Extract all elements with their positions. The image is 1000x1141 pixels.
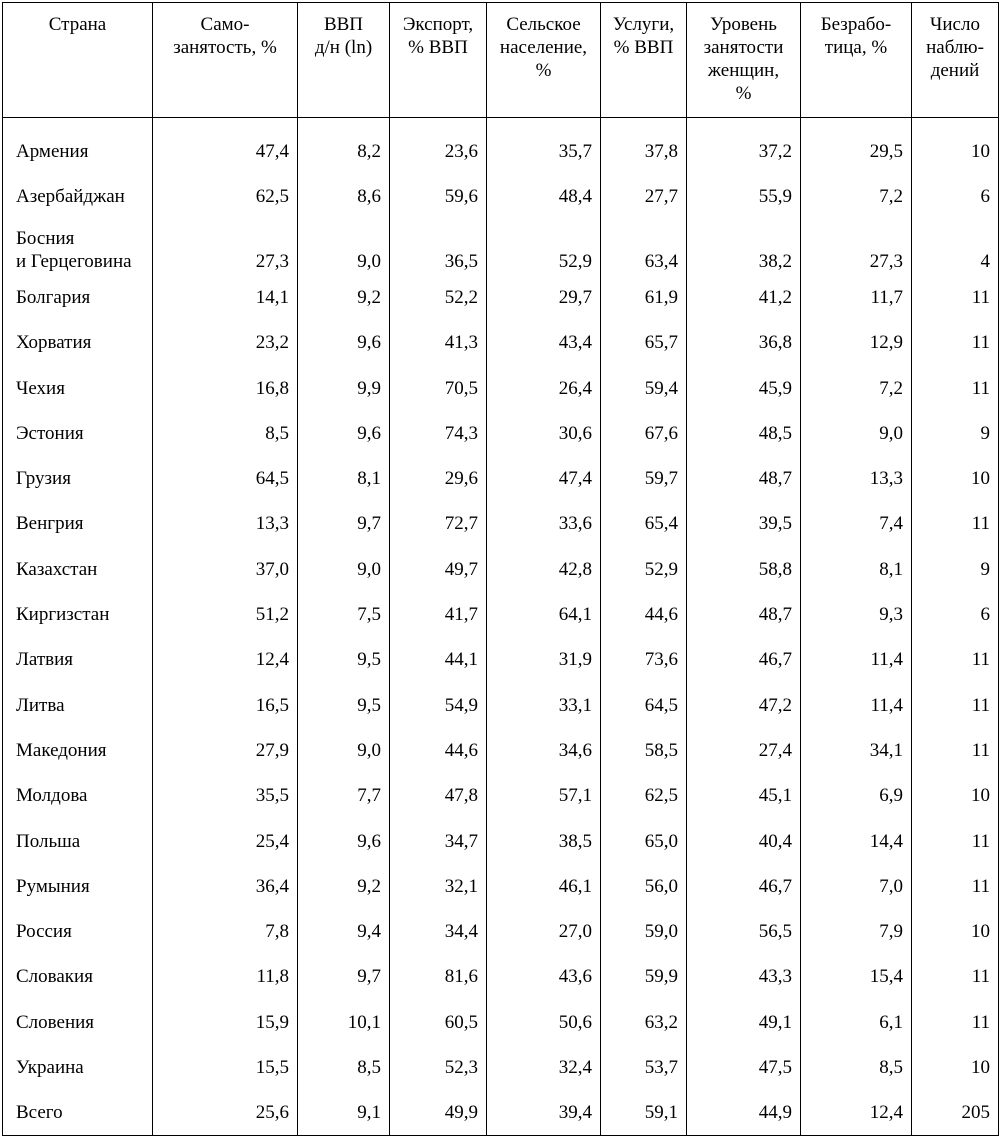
- cell-self-employment: 27,9: [153, 728, 298, 773]
- cell-unemployment: 7,0: [801, 864, 912, 909]
- cell-rural-population: 33,6: [487, 501, 601, 546]
- cell-services: 61,9: [601, 275, 687, 320]
- cell-country: Эстония: [3, 411, 153, 456]
- header-export: Экспорт, % ВВП: [390, 3, 487, 118]
- cell-export: 74,3: [390, 411, 487, 456]
- cell-female-employment: 43,3: [687, 954, 801, 999]
- cell-rural-population: 46,1: [487, 864, 601, 909]
- cell-country: Азербайджан: [3, 174, 153, 219]
- cell-export: 52,3: [390, 1045, 487, 1090]
- cell-observations: 11: [912, 501, 999, 546]
- cell-services: 53,7: [601, 1045, 687, 1090]
- cell-services: 64,5: [601, 682, 687, 727]
- cell-gdp: 8,5: [298, 1045, 390, 1090]
- cell-rural-population: 31,9: [487, 637, 601, 682]
- cell-services: 73,6: [601, 637, 687, 682]
- cell-observations: 11: [912, 637, 999, 682]
- cell-unemployment: 7,2: [801, 174, 912, 219]
- cell-female-employment: 55,9: [687, 174, 801, 219]
- cell-unemployment: 6,9: [801, 773, 912, 818]
- data-table: [2, 2, 999, 1136]
- cell-country: Молдова: [3, 773, 153, 818]
- cell-export: 41,7: [390, 592, 487, 637]
- cell-self-employment: 12,4: [153, 637, 298, 682]
- cell-gdp: 9,0: [298, 547, 390, 592]
- cell-rural-population: 43,4: [487, 320, 601, 365]
- table-row: [3, 1090, 999, 1135]
- cell-gdp: 9,6: [298, 320, 390, 365]
- table-header: [3, 3, 999, 118]
- table-row: [3, 1000, 999, 1045]
- cell-services: 37,8: [601, 118, 687, 174]
- cell-observations: 11: [912, 728, 999, 773]
- cell-observations: 6: [912, 592, 999, 637]
- cell-gdp: 9,0: [298, 728, 390, 773]
- cell-country: Хорватия: [3, 320, 153, 365]
- cell-observations: 9: [912, 411, 999, 456]
- cell-observations: 11: [912, 365, 999, 410]
- table-row: [3, 682, 999, 727]
- header-country: Страна: [3, 3, 153, 118]
- cell-female-employment: 41,2: [687, 275, 801, 320]
- cell-observations: 11: [912, 1000, 999, 1045]
- cell-services: 59,7: [601, 456, 687, 501]
- table-row: [3, 547, 999, 592]
- cell-services: 59,1: [601, 1090, 687, 1135]
- cell-observations: 4: [912, 219, 999, 275]
- cell-country: Латвия: [3, 637, 153, 682]
- cell-self-employment: 7,8: [153, 909, 298, 954]
- cell-observations: 10: [912, 773, 999, 818]
- cell-gdp: 10,1: [298, 1000, 390, 1045]
- cell-services: 58,5: [601, 728, 687, 773]
- cell-country: Болгария: [3, 275, 153, 320]
- cell-rural-population: 43,6: [487, 954, 601, 999]
- cell-export: 59,6: [390, 174, 487, 219]
- cell-female-employment: 45,1: [687, 773, 801, 818]
- cell-unemployment: 8,5: [801, 1045, 912, 1090]
- cell-observations: 9: [912, 547, 999, 592]
- cell-female-employment: 58,8: [687, 547, 801, 592]
- cell-country: Венгрия: [3, 501, 153, 546]
- table-row: [3, 728, 999, 773]
- cell-self-employment: 25,6: [153, 1090, 298, 1135]
- cell-observations: 10: [912, 909, 999, 954]
- cell-export: 32,1: [390, 864, 487, 909]
- cell-observations: 11: [912, 954, 999, 999]
- cell-self-employment: 35,5: [153, 773, 298, 818]
- cell-export: 34,7: [390, 818, 487, 863]
- cell-export: 54,9: [390, 682, 487, 727]
- cell-gdp: 8,2: [298, 118, 390, 174]
- cell-female-employment: 46,7: [687, 637, 801, 682]
- cell-gdp: 8,6: [298, 174, 390, 219]
- cell-self-employment: 23,2: [153, 320, 298, 365]
- cell-female-employment: 47,5: [687, 1045, 801, 1090]
- cell-female-employment: 37,2: [687, 118, 801, 174]
- cell-observations: 6: [912, 174, 999, 219]
- cell-services: 65,0: [601, 818, 687, 863]
- cell-unemployment: 9,0: [801, 411, 912, 456]
- cell-self-employment: 8,5: [153, 411, 298, 456]
- cell-country: Армения: [3, 118, 153, 174]
- cell-gdp: 9,5: [298, 637, 390, 682]
- cell-services: 67,6: [601, 411, 687, 456]
- header-rural-population: Сельское население, %: [487, 3, 601, 118]
- cell-rural-population: 57,1: [487, 773, 601, 818]
- table-row: [3, 320, 999, 365]
- table-row: [3, 219, 999, 275]
- cell-self-employment: 14,1: [153, 275, 298, 320]
- table-row: [3, 365, 999, 410]
- cell-export: 47,8: [390, 773, 487, 818]
- table-row: [3, 501, 999, 546]
- cell-self-employment: 15,9: [153, 1000, 298, 1045]
- cell-unemployment: 13,3: [801, 456, 912, 501]
- table-row: [3, 818, 999, 863]
- cell-unemployment: 14,4: [801, 818, 912, 863]
- cell-unemployment: 29,5: [801, 118, 912, 174]
- cell-export: 29,6: [390, 456, 487, 501]
- cell-female-employment: 56,5: [687, 909, 801, 954]
- cell-rural-population: 30,6: [487, 411, 601, 456]
- cell-rural-population: 29,7: [487, 275, 601, 320]
- table-row: [3, 954, 999, 999]
- cell-unemployment: 7,4: [801, 501, 912, 546]
- cell-country: Словакия: [3, 954, 153, 999]
- cell-export: 70,5: [390, 365, 487, 410]
- cell-unemployment: 11,4: [801, 682, 912, 727]
- cell-gdp: 9,2: [298, 275, 390, 320]
- cell-country: Грузия: [3, 456, 153, 501]
- cell-services: 65,7: [601, 320, 687, 365]
- cell-gdp: 9,5: [298, 682, 390, 727]
- cell-services: 65,4: [601, 501, 687, 546]
- cell-self-employment: 13,3: [153, 501, 298, 546]
- cell-observations: 205: [912, 1090, 999, 1135]
- cell-female-employment: 27,4: [687, 728, 801, 773]
- header-observations: Число наблю- дений: [912, 3, 999, 118]
- cell-self-employment: 36,4: [153, 864, 298, 909]
- cell-gdp: 9,9: [298, 365, 390, 410]
- header-unemployment: Безрабо- тица, %: [801, 3, 912, 118]
- cell-rural-population: 33,1: [487, 682, 601, 727]
- cell-self-employment: 51,2: [153, 592, 298, 637]
- cell-country: Киргизстан: [3, 592, 153, 637]
- cell-rural-population: 64,1: [487, 592, 601, 637]
- table-row: [3, 118, 999, 174]
- cell-export: 34,4: [390, 909, 487, 954]
- cell-female-employment: 49,1: [687, 1000, 801, 1045]
- cell-self-employment: 16,5: [153, 682, 298, 727]
- cell-female-employment: 47,2: [687, 682, 801, 727]
- table-row: [3, 773, 999, 818]
- cell-services: 63,4: [601, 219, 687, 275]
- header-female-employment: Уровень занятости женщин, %: [687, 3, 801, 118]
- cell-country: Литва: [3, 682, 153, 727]
- cell-female-employment: 48,5: [687, 411, 801, 456]
- cell-gdp: 9,6: [298, 411, 390, 456]
- cell-rural-population: 34,6: [487, 728, 601, 773]
- table-row: [3, 637, 999, 682]
- cell-export: 36,5: [390, 219, 487, 275]
- cell-export: 49,9: [390, 1090, 487, 1135]
- cell-export: 44,1: [390, 637, 487, 682]
- cell-gdp: 9,7: [298, 954, 390, 999]
- cell-unemployment: 7,9: [801, 909, 912, 954]
- cell-gdp: 9,4: [298, 909, 390, 954]
- cell-rural-population: 39,4: [487, 1090, 601, 1135]
- cell-self-employment: 62,5: [153, 174, 298, 219]
- table-row: [3, 174, 999, 219]
- table-row: [3, 864, 999, 909]
- cell-gdp: 9,7: [298, 501, 390, 546]
- cell-female-employment: 45,9: [687, 365, 801, 410]
- cell-unemployment: 6,1: [801, 1000, 912, 1045]
- cell-unemployment: 12,4: [801, 1090, 912, 1135]
- cell-unemployment: 34,1: [801, 728, 912, 773]
- cell-country: Чехия: [3, 365, 153, 410]
- cell-gdp: 9,2: [298, 864, 390, 909]
- cell-services: 62,5: [601, 773, 687, 818]
- cell-unemployment: 12,9: [801, 320, 912, 365]
- cell-self-employment: 25,4: [153, 818, 298, 863]
- table-row: [3, 909, 999, 954]
- cell-services: 59,9: [601, 954, 687, 999]
- cell-rural-population: 38,5: [487, 818, 601, 863]
- cell-female-employment: 44,9: [687, 1090, 801, 1135]
- cell-export: 49,7: [390, 547, 487, 592]
- cell-female-employment: 48,7: [687, 456, 801, 501]
- cell-export: 72,7: [390, 501, 487, 546]
- cell-services: 63,2: [601, 1000, 687, 1045]
- cell-self-employment: 27,3: [153, 219, 298, 275]
- cell-unemployment: 9,3: [801, 592, 912, 637]
- cell-gdp: 7,5: [298, 592, 390, 637]
- table-row: [3, 275, 999, 320]
- cell-rural-population: 32,4: [487, 1045, 601, 1090]
- cell-self-employment: 15,5: [153, 1045, 298, 1090]
- cell-observations: 11: [912, 818, 999, 863]
- cell-gdp: 9,0: [298, 219, 390, 275]
- cell-country: Казахстан: [3, 547, 153, 592]
- cell-rural-population: 27,0: [487, 909, 601, 954]
- cell-female-employment: 46,7: [687, 864, 801, 909]
- cell-gdp: 9,1: [298, 1090, 390, 1135]
- cell-observations: 11: [912, 320, 999, 365]
- cell-female-employment: 39,5: [687, 501, 801, 546]
- cell-observations: 10: [912, 456, 999, 501]
- cell-rural-population: 26,4: [487, 365, 601, 410]
- cell-rural-population: 48,4: [487, 174, 601, 219]
- cell-services: 52,9: [601, 547, 687, 592]
- header-row: [3, 3, 999, 118]
- cell-unemployment: 11,4: [801, 637, 912, 682]
- cell-country: Украина: [3, 1045, 153, 1090]
- cell-observations: 11: [912, 275, 999, 320]
- cell-self-employment: 64,5: [153, 456, 298, 501]
- cell-rural-population: 52,9: [487, 219, 601, 275]
- header-self-employment: Само- занятость, %: [153, 3, 298, 118]
- cell-unemployment: 15,4: [801, 954, 912, 999]
- cell-gdp: 7,7: [298, 773, 390, 818]
- cell-country: Словения: [3, 1000, 153, 1045]
- cell-services: 59,4: [601, 365, 687, 410]
- cell-female-employment: 48,7: [687, 592, 801, 637]
- cell-rural-population: 47,4: [487, 456, 601, 501]
- cell-country: Польша: [3, 818, 153, 863]
- cell-country: Македония: [3, 728, 153, 773]
- cell-self-employment: 16,8: [153, 365, 298, 410]
- cell-self-employment: 47,4: [153, 118, 298, 174]
- cell-services: 56,0: [601, 864, 687, 909]
- cell-rural-population: 42,8: [487, 547, 601, 592]
- cell-services: 27,7: [601, 174, 687, 219]
- header-gdp-per-capita: ВВП д/н (ln): [298, 3, 390, 118]
- cell-unemployment: 8,1: [801, 547, 912, 592]
- cell-observations: 10: [912, 118, 999, 174]
- table-row: [3, 1045, 999, 1090]
- cell-female-employment: 36,8: [687, 320, 801, 365]
- table-body: [3, 118, 999, 1136]
- table-row: [3, 411, 999, 456]
- cell-services: 44,6: [601, 592, 687, 637]
- cell-export: 52,2: [390, 275, 487, 320]
- cell-self-employment: 11,8: [153, 954, 298, 999]
- table-row: [3, 592, 999, 637]
- cell-observations: 11: [912, 864, 999, 909]
- header-services: Услуги, % ВВП: [601, 3, 687, 118]
- cell-observations: 10: [912, 1045, 999, 1090]
- cell-unemployment: 7,2: [801, 365, 912, 410]
- cell-export: 44,6: [390, 728, 487, 773]
- cell-export: 81,6: [390, 954, 487, 999]
- cell-gdp: 9,6: [298, 818, 390, 863]
- cell-country: Босния и Герцеговина: [3, 219, 153, 275]
- cell-country: Россия: [3, 909, 153, 954]
- cell-export: 23,6: [390, 118, 487, 174]
- cell-female-employment: 40,4: [687, 818, 801, 863]
- cell-unemployment: 27,3: [801, 219, 912, 275]
- cell-unemployment: 11,7: [801, 275, 912, 320]
- cell-observations: 11: [912, 682, 999, 727]
- cell-country: Румыния: [3, 864, 153, 909]
- cell-export: 60,5: [390, 1000, 487, 1045]
- cell-gdp: 8,1: [298, 456, 390, 501]
- table-row: [3, 456, 999, 501]
- cell-services: 59,0: [601, 909, 687, 954]
- cell-country: Всего: [3, 1090, 153, 1135]
- cell-export: 41,3: [390, 320, 487, 365]
- cell-rural-population: 50,6: [487, 1000, 601, 1045]
- cell-self-employment: 37,0: [153, 547, 298, 592]
- cell-rural-population: 35,7: [487, 118, 601, 174]
- cell-female-employment: 38,2: [687, 219, 801, 275]
